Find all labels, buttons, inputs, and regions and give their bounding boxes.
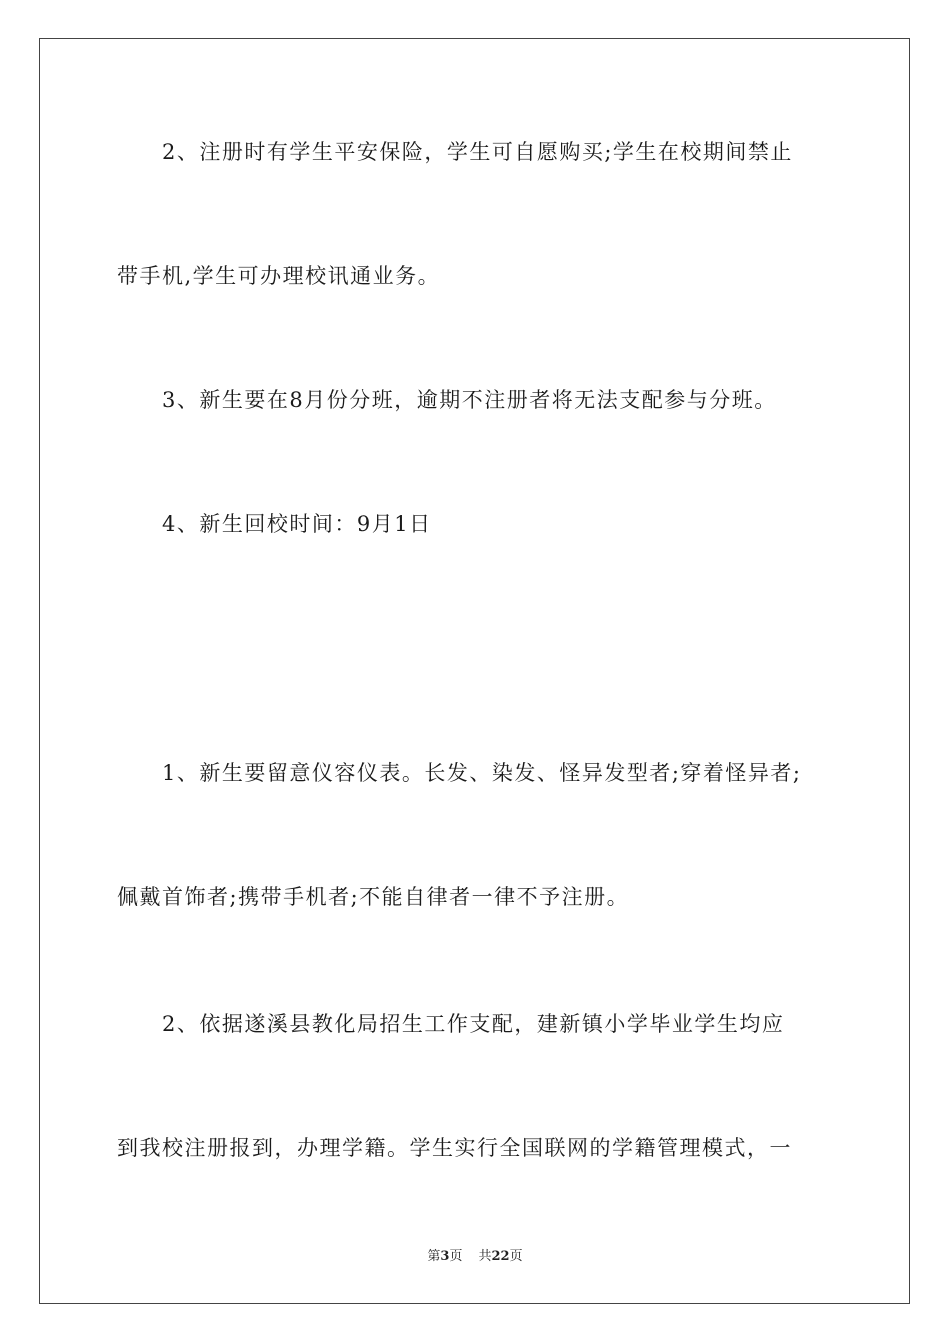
paragraph-line: 2、注册时有学生平安保险，学生可自愿购买;学生在校期间禁止 xyxy=(162,140,793,164)
paragraph-line: 带手机,学生可办理校讯通业务。 xyxy=(117,264,441,288)
total-prefix: 共 xyxy=(478,1249,492,1264)
page-footer xyxy=(0,1248,950,1266)
paragraph-line: 佩戴首饰者;携带手机者;不能自律者一律不予注册。 xyxy=(117,885,630,909)
total-suffix: 页 xyxy=(509,1249,523,1264)
page-suffix: 页 xyxy=(449,1249,463,1264)
page-prefix: 第 xyxy=(427,1249,441,1264)
paragraph-line: 4、新生回校时间：9月1日 xyxy=(162,512,432,536)
paragraph-line: 3、新生要在8月份分班，逾期不注册者将无法支配参与分班。 xyxy=(162,388,777,412)
page-border xyxy=(39,38,910,1304)
paragraph-line: 到我校注册报到，办理学籍。学生实行全国联网的学籍管理模式，一 xyxy=(117,1136,792,1160)
total-pages-number: 22 xyxy=(491,1249,510,1264)
paragraph-line: 2、依据遂溪县教化局招生工作支配，建新镇小学毕业学生均应 xyxy=(162,1012,785,1036)
paragraph-line: 1、新生要留意仪容仪表。长发、染发、怪异发型者;穿着怪异者; xyxy=(162,761,802,785)
current-page-number: 3 xyxy=(440,1249,450,1264)
